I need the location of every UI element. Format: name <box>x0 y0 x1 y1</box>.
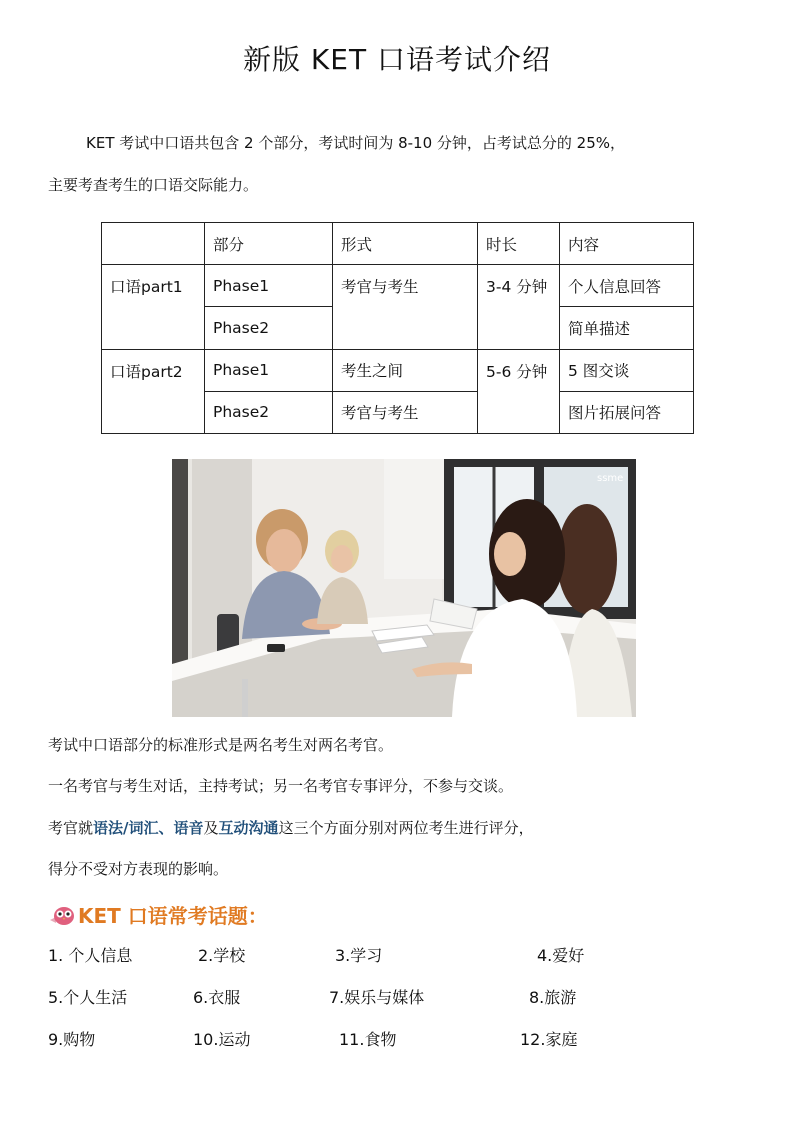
topic-item: 9.购物 <box>48 1030 96 1049</box>
part-label-cell: 口语part2 <box>102 349 205 433</box>
duration-cell: 5-6 分钟 <box>478 349 560 433</box>
content-cell: 图片拓展问答 <box>560 391 694 433</box>
line3-prefix: 考官就 <box>48 819 94 837</box>
topic-item: 2.学校 <box>198 946 246 965</box>
phase-cell: Phase2 <box>205 307 333 349</box>
topic-item: 7.娱乐与媒体 <box>329 988 425 1007</box>
topic-item: 11.食物 <box>339 1030 397 1049</box>
line3-suffix: 这三个方面分别对两位考生进行评分， <box>278 819 534 837</box>
topic-item: 10.运动 <box>193 1030 251 1049</box>
topic-item: 4.爱好 <box>537 946 585 965</box>
table-header-cell: 部分 <box>205 223 333 265</box>
form-cell: 考生之间 <box>333 349 478 391</box>
body-line-3 <box>48 818 534 838</box>
topic-item: 12.家庭 <box>520 1030 578 1049</box>
topic-item: 1. 个人信息 <box>48 946 133 965</box>
interaction-highlight: 互动沟通 <box>218 819 279 837</box>
table-header-cell: 形式 <box>333 223 478 265</box>
table-header-row <box>102 223 694 265</box>
topic-item: 8.旅游 <box>529 988 577 1007</box>
separator: 、 <box>158 819 174 837</box>
table-header-cell <box>102 223 205 265</box>
content-cell: 5 图交谈 <box>560 349 694 391</box>
body-line-1: 考试中口语部分的标准形式是两名考生对两名考官。 <box>48 736 394 754</box>
pronunciation-highlight: 语音 <box>173 819 204 837</box>
conjunction: 及 <box>203 819 219 837</box>
owl-icon <box>48 904 76 931</box>
topics-heading <box>48 900 268 931</box>
page-title: 新版 KET 口语考试介绍 <box>243 43 551 76</box>
phase-cell: Phase1 <box>205 349 333 391</box>
intro-line-2: 主要考查考生的口语交际能力。 <box>48 176 259 194</box>
body-line-2: 一名考官与考生对话，主持考试；另一名考官专事评分，不参与交谈。 <box>48 777 514 795</box>
topics-heading-text: KET 口语常考话题： <box>78 904 268 928</box>
exam-room-photo <box>172 459 636 717</box>
photo-overlay-text: ssme <box>597 473 624 484</box>
content-cell: 个人信息回答 <box>560 265 694 307</box>
phase-cell: Phase2 <box>205 391 333 433</box>
grammar-vocab-highlight: 语法/词汇 <box>93 819 159 837</box>
duration-cell: 3-4 分钟 <box>478 265 560 349</box>
table-header-cell: 时长 <box>478 223 560 265</box>
topic-item: 3.学习 <box>335 946 383 965</box>
exam-structure-table <box>101 222 694 434</box>
body-line-4: 得分不受对方表现的影响。 <box>48 860 229 878</box>
table-row <box>102 265 694 307</box>
content-cell: 简单描述 <box>560 307 694 349</box>
table-header-cell: 内容 <box>560 223 694 265</box>
topic-item: 5.个人生活 <box>48 988 128 1007</box>
topic-item: 6.衣服 <box>193 988 241 1007</box>
phase-cell: Phase1 <box>205 265 333 307</box>
form-cell: 考官与考生 <box>333 265 478 349</box>
form-cell: 考官与考生 <box>333 391 478 433</box>
table-row <box>102 349 694 391</box>
part-label-cell: 口语part1 <box>102 265 205 349</box>
intro-line-1: KET 考试中口语共包含 2 个部分，考试时间为 8-10 分钟，占考试总分的 25%， <box>86 134 626 152</box>
